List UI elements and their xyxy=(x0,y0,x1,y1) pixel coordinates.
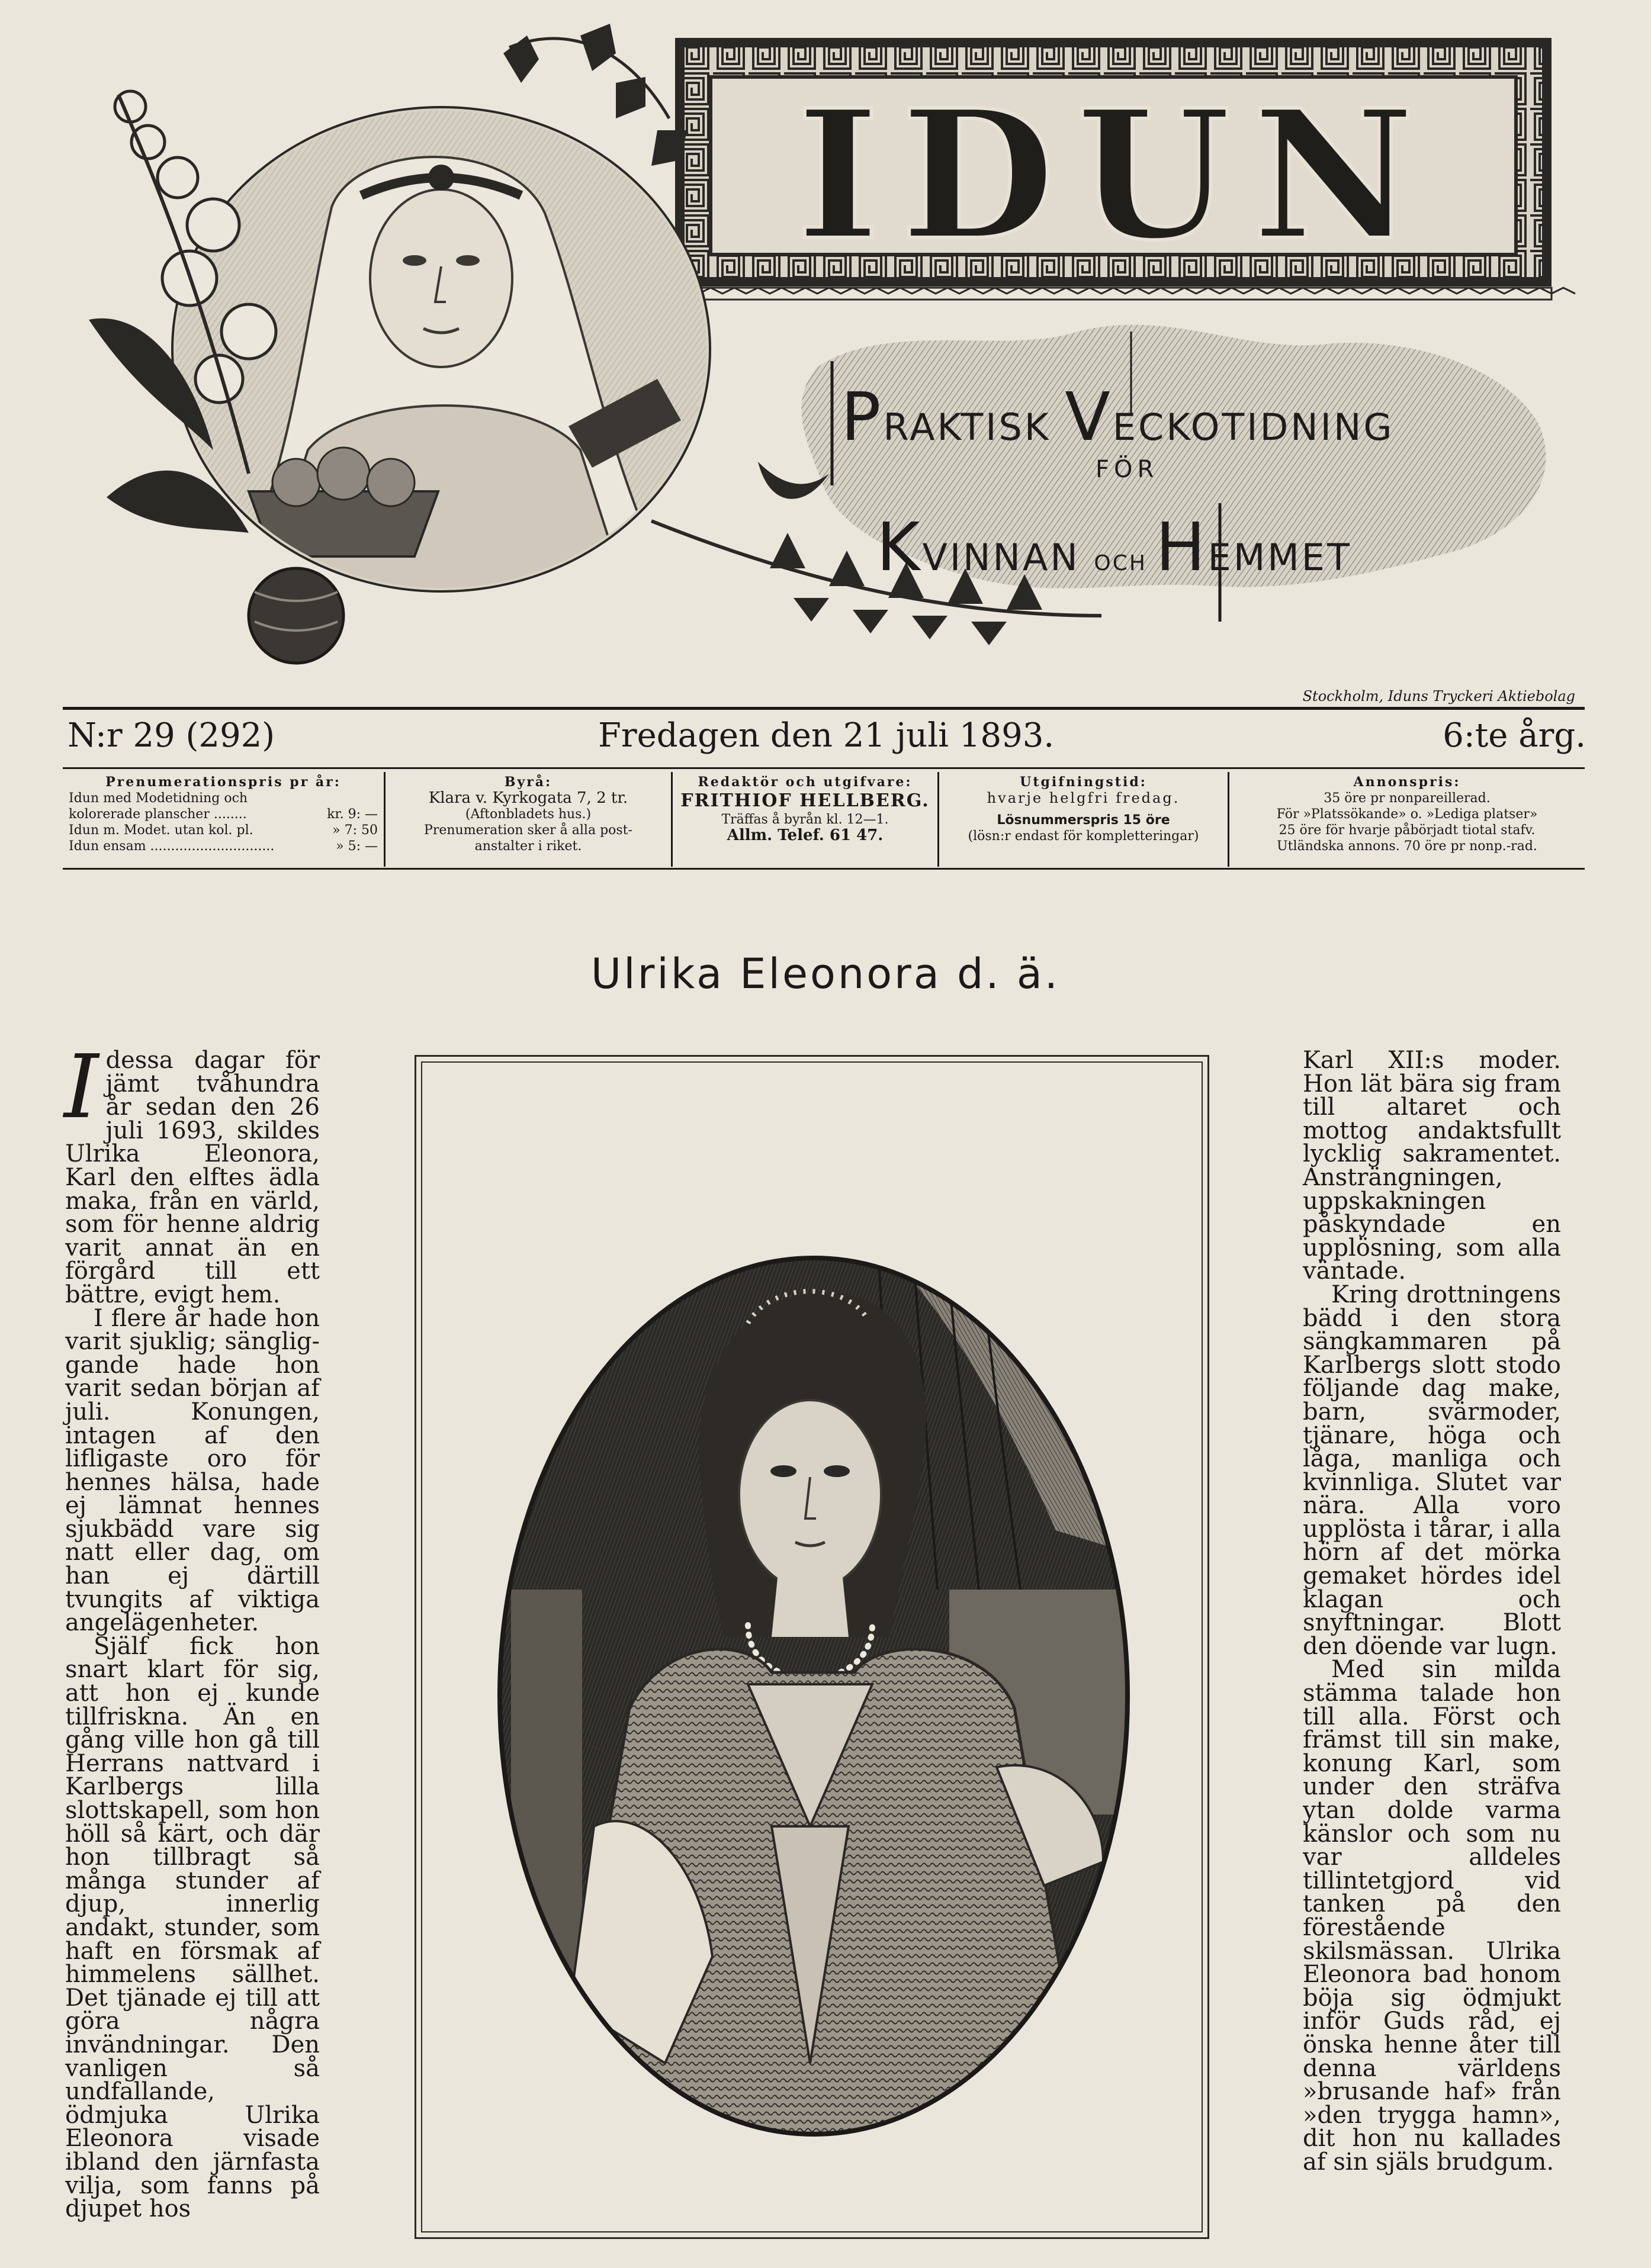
article-paragraph: Karl XII:s moder. Hon lät bära sig fram till altaret och mottog andaktsfullt lycklig sakramentet. Ansträngningen, uppskakningen påskyndade en upplösning, som alla väntade. xyxy=(1303,1047,1561,1285)
office-line4: anstalter i riket. xyxy=(474,839,582,854)
article-column-right xyxy=(1303,1049,1561,2174)
single-copy-note: (lösn:r endast för kompletteringar) xyxy=(968,829,1199,844)
list-item: Idun ensam .............................. » 5: — xyxy=(69,839,378,854)
office-heading: Byrå: xyxy=(504,774,553,790)
editor-hours: Träffas å byrån kl. 12—1. xyxy=(721,812,889,827)
advert-line4: Utländska annons. 70 öre pr nonp.-rad. xyxy=(1277,839,1537,854)
advert-box xyxy=(1229,772,1585,867)
article-column-left xyxy=(64,1036,320,2223)
list-item: kolorerade planscher ........ kr. 9: — xyxy=(69,807,378,822)
office-address: Klara v. Kyrkogata 7, 2 tr. xyxy=(428,789,628,807)
advert-line3: 25 öre för hvarje påbörjadt tiotal stafv. xyxy=(1279,823,1536,838)
article-paragraph: Kring drottningens bädd i den stora sängkammaren på Karlbergs slott stodo följande dag make, barn, svärmoder, tjänare, höga och låga, manliga och kvinnliga. Slutet var nära. Alla voro upplösta i tårar, i alla hörn af det mörka gemaket hördes idel klagan och snyftningar. Blott den döende var lugn. xyxy=(1303,1281,1561,1660)
office-box xyxy=(386,772,673,867)
divider xyxy=(63,868,1585,870)
masthead-logo: IDUN xyxy=(796,70,1437,279)
editor-box xyxy=(673,772,939,867)
editor-heading: Redaktör och utgifvare: xyxy=(698,774,913,790)
info-boxes xyxy=(63,772,1585,867)
advert-heading: Annonspris: xyxy=(1353,774,1461,790)
advert-line2: För »Platssökande» o. »Lediga platser» xyxy=(1276,807,1538,822)
drop-cap: I xyxy=(64,1036,99,1138)
office-line3: Prenumeration sker å alla post- xyxy=(424,823,632,838)
list-item: Idun m. Modet. utan kol. pl. » 7: 50 xyxy=(69,823,378,838)
masthead-subtitle-for: FÖR xyxy=(1096,456,1159,483)
masthead-subtitle-line2: KVINNAN OCH HEMMET xyxy=(876,509,1352,586)
divider xyxy=(63,767,1585,769)
article-paragraph: Med sin milda stämma talade hon till alla. Först och främst till sin make, konung Karl, som under den sträfva ytan dolde varma känslor och som nu var alldeles tillintetgjord vid tanken på den förestående skilsmässan. Ulrika Eleonora bad honom böja sig ödmjukt inför Guds råd, ej önska henne åter till denna världens »brusande haf» från »den trygga hamn», dit hon nu kallades af sin själs brudgum. xyxy=(1303,1656,1561,2176)
issue-number: N:r 29 (292) xyxy=(68,716,275,755)
issue-date: Fredagen den 21 juli 1893. xyxy=(598,716,1055,755)
advert-line1: 35 öre pr nonpareillerad. xyxy=(1324,791,1491,806)
list-item: Idun med Modetidning och xyxy=(69,791,248,806)
publication-box xyxy=(939,772,1229,867)
subscription-heading: Prenumerationspris pr år: xyxy=(105,774,341,790)
subscription-box xyxy=(63,772,386,867)
article-paragraph: I flere år hade hon varit sjuklig; sänglig-gande hade hon varit sedan början af juli. Konungen, intagen af den lifligaste oro för hennes hälsa, hade ej lämnat hennes sjukbädd vare sig natt eller dag, om han ej därtill tvungits af viktiga angelägenheter. xyxy=(65,1304,320,1637)
editor-name: FRITHIOF HELLBERG. xyxy=(680,790,930,811)
single-copy-price: Lösnummerspris 15 öre xyxy=(997,813,1170,828)
portrait-engraving xyxy=(416,1057,1211,2241)
article-paragraph: Idessa dagar för jämt tvåhundra år sedan den 26 juli 1693, skildes Ulrika Eleonora, Karl den elftes ädla maka, från en värld, som för henne aldrig varit annat än en förgård till ett bättre, evigt hem. xyxy=(64,1036,320,1308)
issue-year: 6:te årg. xyxy=(1443,716,1586,755)
divider xyxy=(63,707,1585,710)
article-headline: Ulrika Eleonora d. ä. xyxy=(590,950,1061,998)
subscription-rows xyxy=(69,790,378,854)
printer-line: Stockholm, Iduns Tryckeri Aktiebolag xyxy=(1302,688,1575,704)
publication-heading: Utgifningstid: xyxy=(1020,774,1147,790)
portrait-frame xyxy=(415,1055,1209,2239)
masthead xyxy=(0,0,1651,710)
publication-when: hvarje helgfri fredag. xyxy=(987,790,1180,806)
editor-phone: Allm. Telef. 61 47. xyxy=(727,826,884,844)
masthead-subtitle-line1: PRAKTISK VECKOTIDNING xyxy=(841,379,1395,456)
office-note: (Aftonbladets hus.) xyxy=(465,807,592,822)
article-paragraph: Själf fick hon snart klart för sig, att hon ej kunde tillfriskna. Än en gång ville hon gå till Herrans nattvard i Karlbergs lilla slottskapell, som hon höll så kärt, och där hon tillbragt så många stunder af djup, innerlig andakt, stunder, som haft en försmak af himmelens sällhet. Det tjänade ej till att göra några invändningar. Den vanligen så undfallande, ödmjuka Ulrika Eleonora visade ibland den järnfasta vilja, som fanns på djupet hos xyxy=(65,1632,320,2223)
